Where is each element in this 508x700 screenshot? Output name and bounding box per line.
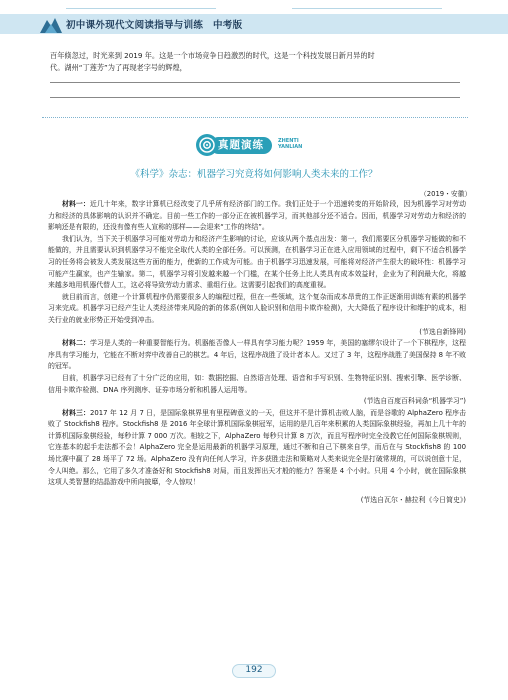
material-2-paragraph-2: 目前，机器学习已经有了十分广泛的应用，如：数据挖掘、自然语言处理、语音和手写识别、生物特征识别、搜索引擎、医学诊断、信用卡欺诈检测、DNA 序列测序、证券市场分析和机器人运用等。: [48, 373, 466, 394]
answer-line[interactable]: [50, 97, 460, 98]
section-badge: [196, 134, 316, 156]
material-2-text: 学习是人类的一种重要智能行为。机器能否像人一样具有学习能力呢？1959 年，美国的塞缪尔设计了一个下棋程序，这程序具有学习能力，它能在不断对弈中改善自己的棋艺。4 年后，这程序战胜了设计者本人。又过了 3 年，这程序战胜了美国保持 8 年不败的冠军。: [48, 339, 466, 371]
material-2-citation: (节选自百度百科词条“机器学习”): [363, 397, 466, 406]
material-1-paragraph-1: [48, 199, 466, 234]
section-subtitle-en: ZHENTI YANLIAN: [278, 138, 303, 150]
answer-text-line-2: 代。湖州“丁莲芳”为了再现老字号的辉煌，: [50, 62, 187, 72]
answer-area: [50, 50, 460, 108]
page-number-badge: [218, 663, 290, 679]
answer-line[interactable]: [50, 82, 460, 83]
material-2-label: 材料二：: [62, 339, 90, 348]
footer-rule-left: [66, 8, 216, 9]
article-title: 《科学》杂志：机器学习究竟将如何影响人类未来的工作？: [130, 169, 378, 180]
material-3-text: 2017 年 12 月 7 日，是国际象棋界里有里程碑意义的一天，但这并不是计算机击败人脑，而是谷歌的 AlphaZero 程序击败了 Stockfish8 程序。Stockfish8 是 2016 年全球计算机国际象棋冠军，运用的是几百年来积累的人类国际象棋经验，再加上几十年的计算机国际象棋经验，每秒计算 7 000 万次。相较之下，AlphaZero 每秒只计算 8 万次，而且写程序时完全没教它任何国际象棋规则，它连基本的起手走法都不会！AlphaZero 完全是运用最新的机器学习原理，通过不断和自己下棋来自学，而后在与 Stockfish8 的 100 场比赛中赢了 28 场平了 72 场。AlphaZero 没有向任何人学习，许多获胜走法和策略对人类来说完全是打破常规的，可以说创意十足，令人叫绝。那么，它用了多久才准备好和 Stockfish8 对局，而且发挥出天才般的能力？答案是 4 个小时。只用 4 个小时，就在国际象棋这项人类智慧的结晶游戏中所向披靡，令人惊叹！: [48, 408, 467, 487]
material-3-label: 材料三：: [62, 408, 90, 417]
material-1-text: 近几十年来，数字计算机已经改变了几乎所有经济部门的工作。我们正处于一个迅速转变的开始阶段，因为机器学习对劳动力和经济的具体影响的认识并不确定。目前一些工作的一部分正在被机器学习，而其他部分还不适合。因而，机器学习对劳动力和经济的影响还是有限的，还没有像有些人宣称的那样——会迎来“工作的终结”。: [48, 200, 467, 232]
material-2-paragraph-1: [48, 338, 466, 373]
material-1-paragraph-3: 就目前而言，创建一个计算机程序仍需要很多人的编程过程，但在一些领域，这个复杂而成本昂贵的工作正逐渐用训练有素的机器学习来完成。机器学习已经产生让人类经济带来风险的新的体系(例如人脸识别和信用卡欺诈检测)，大大降低了程序设计和维护的成本，相关行业的就业形势正开始受到冲击。: [48, 292, 466, 324]
material-1-paragraph-2: 我们认为，当下关于机器学习可能对劳动力和经济产生影响的讨论，应该从两个基点出发：第一，我们需要区分机器学习能做的和不能做的，并且需要认识到机器学习不能完全取代人类的全部任务。可以预测，在机器学习正在进入应用领域的过程中，剩下不适合机器学习的任务将会被发人类发展这些方面的能力，使新的工作成为可能。由于机器学习迅速发展，可能将对经济产生很大的破坏性：机器学习可能产生赢家，也产生输家。第二，机器学习将引发越来越一个门槛，在某个任务上比人类具有成本效益时，企业为了利润最大化，将越来越多地用机器代替人工，这必将导致劳动力需求、重组行业。这需要引起我们的高度重视。: [48, 234, 466, 290]
section-divider: [42, 117, 468, 118]
material-1-label: 材料一：: [62, 200, 90, 208]
material-3-citation: (节选自瓦尔・赫拉利《今日简史》): [360, 495, 466, 504]
material-3-paragraph-1: [48, 408, 466, 489]
section-title: 真题演练: [218, 139, 264, 151]
material-1-citation: (节选自新锋网): [419, 327, 466, 336]
article-body: [48, 199, 466, 506]
page-header: [0, 0, 508, 42]
header-title: 初中课外现代文阅读指导与训练 中考版: [66, 20, 243, 31]
source-tag: （2019・安徽）: [420, 190, 472, 198]
answer-text-line-1: 百年倏忽过，时光来到 2019 年。这是一个市场竞争日趋激烈的时代，这是一个科技发展日新月异的时: [50, 51, 375, 60]
target-icon: [196, 134, 218, 156]
page-number: 192: [245, 665, 263, 675]
mountain-logo-icon: [40, 15, 62, 33]
footer-rule-right: [292, 8, 442, 9]
